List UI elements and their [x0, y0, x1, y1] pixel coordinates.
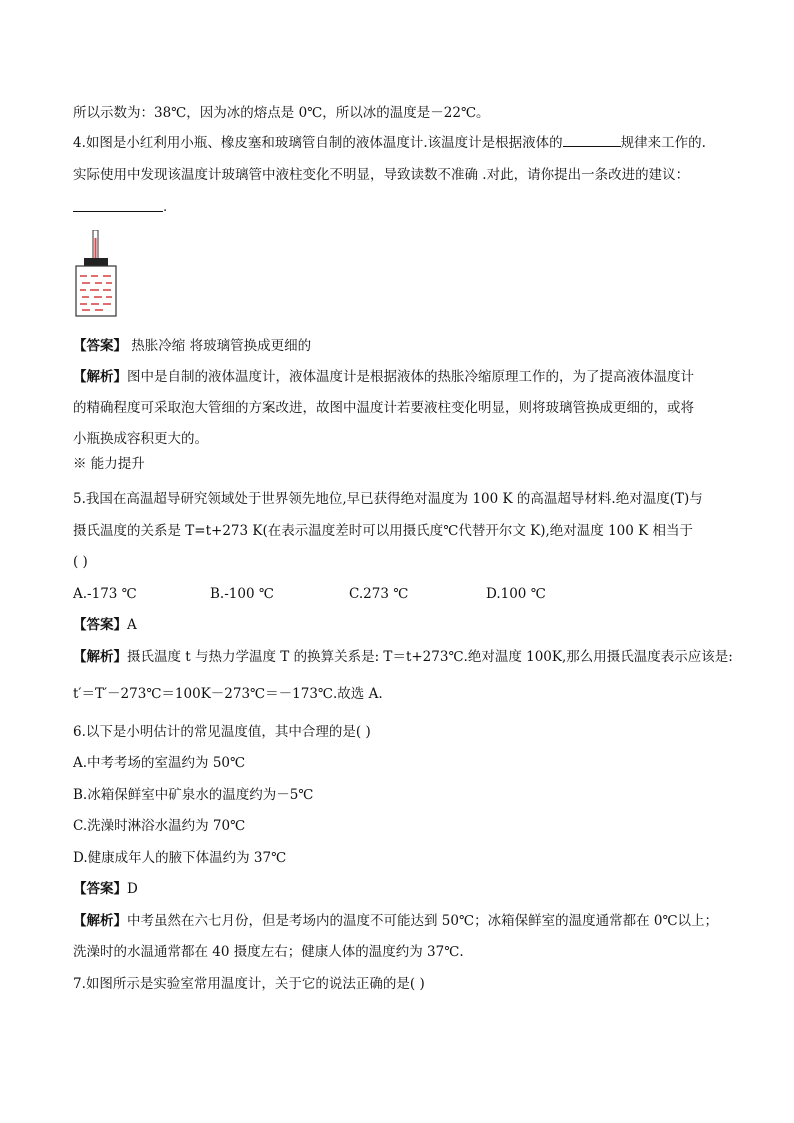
- text-line: 所以示数为：38℃，因为冰的熔点是 0℃，所以冰的温度是－22℃。: [73, 105, 490, 121]
- small-bottle: [76, 266, 116, 316]
- explanation-6-line-1: [73, 912, 718, 930]
- explanation-text: 图中是自制的液体温度计，液体温度计是根据液体的热胀冷缩原理工作的，为了提高液体温度计: [127, 369, 694, 385]
- option-d: D.100 ℃: [486, 586, 546, 602]
- answer-6: [73, 880, 138, 898]
- explanation-4-line-1: [73, 368, 694, 386]
- answer-label: 【答案】: [73, 881, 127, 897]
- answer-4: [73, 337, 311, 355]
- explanation-5-line-2: t′＝T′－273℃＝100K－273℃＝－173℃.故选 A.: [73, 686, 383, 702]
- question-4-text-end: 规律来工作的.: [620, 135, 706, 151]
- explanation-5-line-1: [73, 648, 733, 666]
- suggestion-blank: [73, 211, 163, 212]
- answer-blank: [563, 134, 621, 147]
- explanation-label: 【解析】: [73, 369, 127, 385]
- question-5-line-1: 5.我国在高温超导研究领域处于世界领先地位,早已获得绝对温度为 100 K 的高温超导材料.绝对温度(T)与: [73, 491, 703, 507]
- explanation-4-line-2: 的精确程度可采取泡大管细的方案改进，故图中温度计若要液柱变化明显，则将玻璃管换成更细的，或将: [73, 400, 694, 416]
- blank-period: .: [163, 200, 168, 215]
- option-c: C.273 ℃: [349, 586, 409, 602]
- option-a: A.-173 ℃: [73, 586, 137, 602]
- question-5-line-3: ( ): [73, 554, 88, 570]
- explanation-label: 【解析】: [73, 649, 127, 665]
- explanation-text: 中考虽然在六七月份，但是考场内的温度不可能达到 50℃；冰箱保鲜室的温度通常都在 0℃以上；: [127, 913, 719, 929]
- answer-label: 【答案】: [73, 338, 127, 354]
- question-6-option-a: A.中考考场的室温约为 50℃: [73, 755, 246, 771]
- liquid-thermometer-figure: [72, 230, 120, 320]
- question-5-line-2: 摄氏温度的关系是 T=t+273 K(在表示温度差时可以用摄氏度℃代替开尔文 K),绝对温度 100 K 相当于: [73, 523, 694, 539]
- question-4-line-2: 实际使用中发现该温度计玻璃管中液柱变化不明显，导致读数不准确 .对此，请你提出一条改进的建议：: [73, 167, 690, 183]
- explanation-6-line-2: 洗澡时的水温通常都在 40 摄度左右；健康人体的温度约为 37℃.: [73, 944, 464, 960]
- answer-label: 【答案】: [73, 617, 127, 633]
- question-6: 6.以下是小明估计的常见温度值，其中合理的是( ): [73, 724, 371, 740]
- question-6-option-d: D.健康成年人的腋下体温约为 37℃: [73, 850, 287, 866]
- question-6-option-b: B.冰箱保鲜室中矿泉水的温度约为－5℃: [73, 787, 314, 803]
- question-7: 7.如图所示是实验室常用温度计，关于它的说法正确的是( ): [73, 976, 425, 992]
- answer-text: A: [127, 617, 137, 633]
- question-4-text: 4.如图是小红利用小瓶、橡皮塞和玻璃管自制的液体温度计.该温度计是根据液体的: [73, 135, 563, 151]
- explanation-label: 【解析】: [73, 913, 127, 929]
- question-6-option-c: C.洗澡时淋浴水温约为 70℃: [73, 818, 246, 834]
- answer-text: D: [127, 881, 138, 897]
- explanation-4-line-3: 小瓶换成容积更大的。: [73, 431, 208, 447]
- section-heading: ※ 能力提升: [73, 456, 145, 472]
- question-4-line-1: [73, 134, 706, 152]
- answer-5: [73, 616, 137, 634]
- explanation-text: 摄氏温度 t 与热力学温度 T 的换算关系是: T＝t+273℃.绝对温度 100K,那么用摄氏温度表示应该是:: [127, 649, 733, 665]
- answer-text: 热胀冷缩 将玻璃管换成更细的: [127, 338, 312, 354]
- option-b: B.-100 ℃: [210, 586, 274, 602]
